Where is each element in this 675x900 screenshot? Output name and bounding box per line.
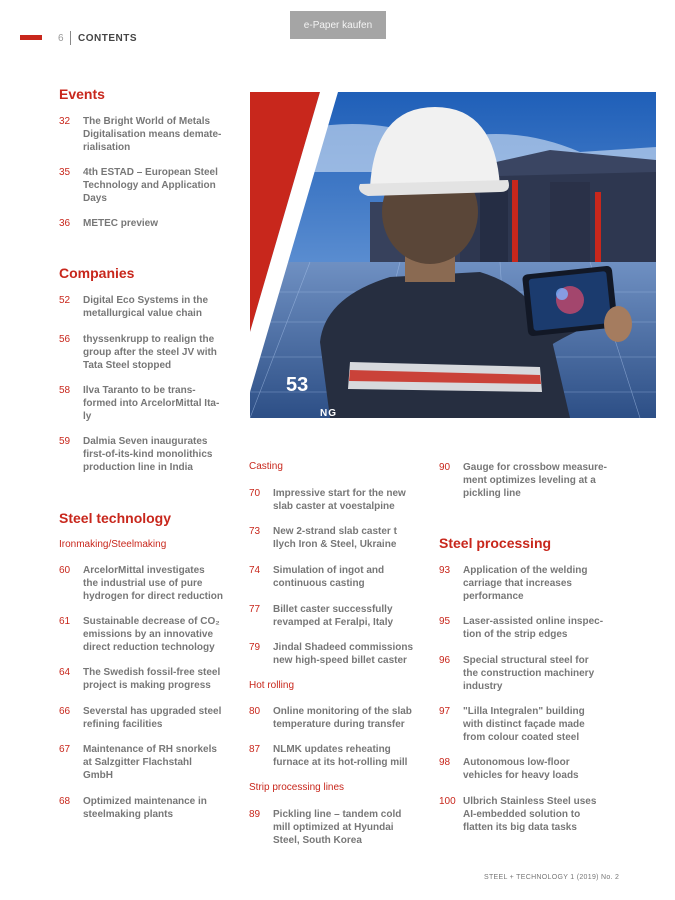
toc-item[interactable] (59, 294, 208, 320)
toc-title: 4th ESTAD – European Steel Technology and Application Days (83, 167, 218, 204)
toc-page-number: 60 (59, 565, 71, 576)
toc-title: ArcelorMittal investigates the industrial use of pure hydrogen for direct reduction (83, 565, 224, 602)
footer-journal-info: STEEL + TECHNOLOGY 1 (2019) No. 2 (484, 874, 620, 881)
toc-page-number: 32 (59, 116, 71, 127)
toc-item[interactable] (249, 705, 412, 731)
toc-item[interactable] (59, 666, 220, 692)
toc-page-number: 56 (59, 334, 71, 345)
subheading-hot-rolling: Hot rolling (249, 680, 295, 691)
toc-page-number: 64 (59, 667, 71, 678)
toc-item[interactable] (249, 564, 384, 590)
toc-page-number: 93 (439, 565, 451, 576)
toc-page-number: 87 (249, 744, 261, 755)
page-title: CONTENTS (78, 33, 137, 44)
toc-page-number: 98 (439, 757, 451, 768)
toc-item[interactable] (249, 808, 401, 847)
toc-page-number: 79 (249, 642, 261, 653)
toc-title: Ilva Taranto to be trans- formed into ArcelorMittal Ita- ly (83, 385, 220, 422)
toc-item[interactable] (59, 166, 218, 205)
toc-item[interactable] (439, 615, 603, 641)
feature-photo[interactable] (250, 92, 656, 418)
toc-title: Special structural steel for the construction machinery industry (463, 655, 595, 692)
toc-item[interactable] (249, 743, 407, 769)
toc-page-number: 100 (439, 796, 456, 807)
toc-item[interactable] (439, 795, 596, 834)
toc-item[interactable] (59, 705, 221, 731)
toc-title: Dalmia Seven inaugurates first-of-its-kind monolithics production line in India (83, 436, 213, 473)
toc-title: NLMK updates reheating furnace at its hot-rolling mill (273, 744, 408, 768)
toc-item[interactable] (59, 217, 158, 230)
toc-title: Pickling line – tandem cold mill optimized at Hyundai Steel, South Korea (273, 809, 402, 846)
toc-page-number: 68 (59, 796, 71, 807)
toc-title: Online monitoring of the slab temperature during transfer (273, 706, 412, 730)
epaper-buy-button[interactable]: e-Paper kaufen (290, 11, 386, 39)
section-heading-events: Events (59, 86, 105, 102)
photo-page-reference: 53 (286, 374, 309, 396)
toc-page-number: 66 (59, 706, 71, 717)
toc-title: "Lilla Integralen" building with distinct façade made from colour coated steel (463, 706, 585, 743)
photo-badge-text: NG (320, 408, 337, 418)
toc-page-number: 70 (249, 488, 261, 499)
toc-title: Severstal has upgraded steel refining facilities (83, 706, 222, 730)
toc-title: The Bright World of Metals Digitalisation means demate- rialisation (83, 116, 222, 153)
section-heading-steel-processing: Steel processing (439, 535, 552, 551)
toc-title: METEC preview (83, 218, 159, 229)
toc-item[interactable] (59, 743, 217, 782)
toc-page-number: 73 (249, 526, 261, 537)
toc-item[interactable] (249, 641, 413, 667)
toc-title: Autonomous low-floor vehicles for heavy loads (463, 757, 579, 781)
toc-title: Digital Eco Systems in the metallurgical value chain (83, 295, 209, 319)
toc-page-number: 36 (59, 218, 71, 229)
toc-title: thyssenkrupp to realign the group after the steel JV with Tata Steel stopped (83, 334, 217, 371)
toc-title: Ulbrich Stainless Steel uses AI-embedded solution to flatten its big data tasks (463, 796, 597, 833)
toc-item[interactable] (59, 615, 220, 654)
toc-item[interactable] (59, 333, 217, 372)
subheading-strip-processing: Strip processing lines (249, 782, 345, 793)
section-heading-companies: Companies (59, 265, 135, 281)
toc-item[interactable] (439, 705, 585, 744)
worker-with-tablet-illustration (250, 92, 656, 418)
toc-page-number: 97 (439, 706, 451, 717)
toc-title: Optimized maintenance in steelmaking plants (83, 796, 207, 820)
subheading-casting: Casting (249, 461, 283, 472)
toc-item[interactable] (249, 525, 397, 551)
page-number: 6 (58, 33, 64, 44)
toc-title: New 2-strand slab caster t Ilych Iron & Steel, Ukraine (273, 526, 397, 550)
toc-page-number: 96 (439, 655, 451, 666)
toc-title: The Swedish fossil-free steel project is making progress (83, 667, 221, 691)
toc-item[interactable] (59, 435, 212, 474)
toc-page-number: 67 (59, 744, 71, 755)
toc-page-number: 58 (59, 385, 71, 396)
toc-item[interactable] (439, 756, 579, 782)
header-accent-bar (20, 35, 42, 40)
toc-page-number: 80 (249, 706, 261, 717)
toc-title: Impressive start for the new slab caster at voestalpine (273, 488, 406, 512)
toc-title: Simulation of ingot and continuous casting (273, 565, 385, 589)
toc-item[interactable] (59, 564, 223, 603)
toc-item[interactable] (439, 654, 594, 693)
toc-page-number: 35 (59, 167, 71, 178)
toc-page-number: 52 (59, 295, 71, 306)
toc-page-number: 89 (249, 809, 261, 820)
toc-page-number: 59 (59, 436, 71, 447)
toc-item[interactable] (59, 115, 221, 154)
toc-page-number: 77 (249, 604, 261, 615)
toc-page-number: 61 (59, 616, 71, 627)
toc-title: Laser-assisted online inspec- tion of the strip edges (463, 616, 604, 640)
toc-page-number: 74 (249, 565, 261, 576)
header-separator (70, 31, 71, 45)
toc-item[interactable] (249, 603, 393, 629)
toc-item[interactable] (439, 461, 607, 500)
toc-title: Maintenance of RH snorkels at Salzgitter Flachstahl GmbH (83, 744, 217, 781)
toc-page-number: 90 (439, 462, 451, 473)
toc-item[interactable] (59, 795, 207, 821)
toc-title: Sustainable decrease of CO₂ emissions by an innovative direct reduction technology (83, 616, 220, 653)
toc-page-number: 95 (439, 616, 451, 627)
toc-title: Gauge for crossbow measure- ment optimizes leveling at a pickling line (463, 462, 607, 499)
toc-title: Application of the welding carriage that increases performance (463, 565, 588, 602)
toc-item[interactable] (249, 487, 406, 513)
toc-title: Jindal Shadeed commissions new high-speed billet caster (273, 642, 414, 666)
toc-item[interactable] (439, 564, 587, 603)
section-heading-steel-technology: Steel technology (59, 510, 172, 526)
subheading-ironmaking: Ironmaking/Steelmaking (59, 539, 167, 550)
toc-title: Billet caster successfully revamped at Feralpi, Italy (273, 604, 394, 628)
toc-item[interactable] (59, 384, 219, 423)
